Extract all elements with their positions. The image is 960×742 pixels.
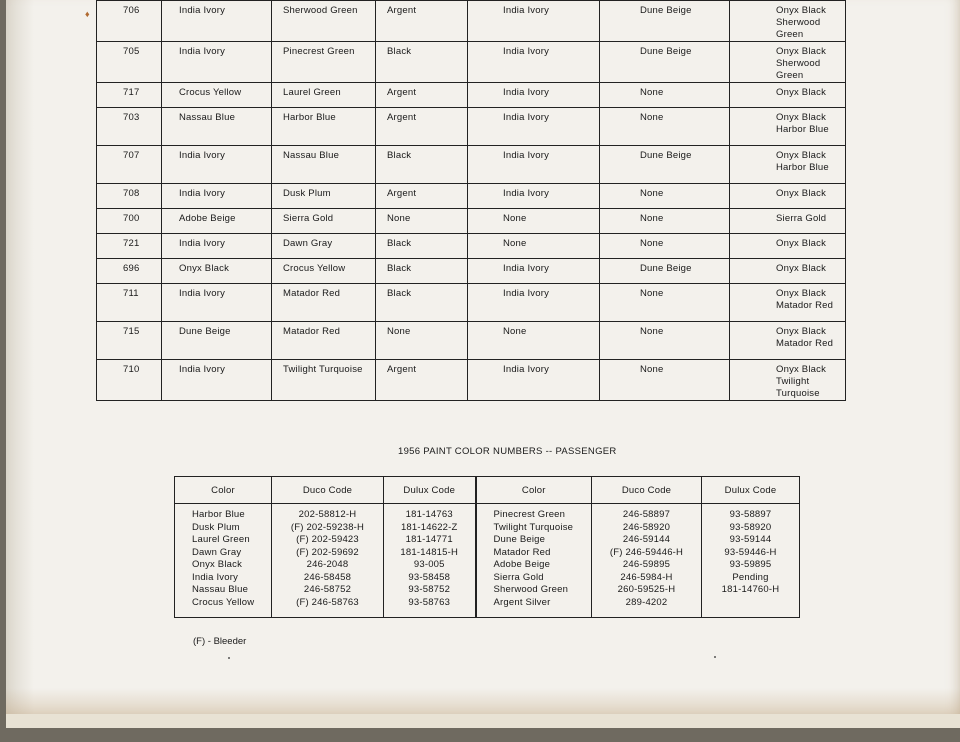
duco-code: 246-58752	[303, 584, 352, 595]
color-combination-table	[96, 0, 846, 401]
table-cell: None	[600, 184, 730, 209]
color-name: Dusk Plum	[192, 521, 240, 533]
table-cell	[730, 184, 846, 209]
duco-code: (F) 246-59446-H	[609, 546, 684, 558]
header-dulux-left: Dulux Code	[384, 477, 476, 504]
table-cell	[730, 234, 846, 259]
table-cell: Black	[376, 42, 468, 83]
table-cell: Argent	[376, 108, 468, 146]
table-row	[97, 322, 846, 360]
table-cell	[730, 83, 846, 108]
table-cell: India Ivory	[162, 234, 272, 259]
cell-line: Sherwood Green	[776, 17, 821, 40]
table-cell: Sherwood Green	[272, 1, 376, 42]
speck	[228, 657, 230, 659]
paint-color-numbers-table	[174, 476, 800, 618]
table-cell: 710	[97, 360, 162, 401]
cell-line: Onyx Black	[776, 326, 827, 337]
table-cell: Harbor Blue	[272, 108, 376, 146]
dulux-code: 93-59144	[729, 534, 772, 545]
dulux-code: 93-58763	[408, 596, 451, 608]
table-cell: India Ivory	[162, 284, 272, 322]
table-cell: India Ivory	[468, 360, 600, 401]
cell-line: Twilight Turquoise	[776, 376, 820, 399]
table-cell: None	[600, 234, 730, 259]
table-cell: 696	[97, 259, 162, 284]
table-cell: 717	[97, 83, 162, 108]
dulux-code: 181-14760-H	[721, 584, 780, 595]
table-cell: None	[600, 360, 730, 401]
color-name: Matador Red	[493, 546, 551, 558]
color-name: Harbor Blue	[192, 509, 245, 520]
cell-line: Onyx Black	[776, 364, 827, 375]
page-bottom-edge	[6, 714, 960, 728]
table-cell: Twilight Turquoise	[272, 360, 376, 401]
table-cell	[730, 259, 846, 284]
table-row	[97, 209, 846, 234]
dulux-code: 93-58752	[408, 584, 451, 595]
table-cell: Dune Beige	[162, 322, 272, 360]
color-name: Pinecrest Green	[493, 509, 566, 520]
table-cell	[730, 284, 846, 322]
table-cell: Matador Red	[272, 284, 376, 322]
cell-line: Harbor Blue	[776, 162, 829, 173]
table-cell: Argent	[376, 184, 468, 209]
dulux-code: 93-58458	[408, 571, 451, 583]
table-cell	[730, 1, 846, 42]
table-row	[97, 259, 846, 284]
cell-line: Onyx Black	[776, 46, 827, 57]
duco-code: 246-58897	[622, 509, 671, 520]
color-name: Crocus Yellow	[192, 596, 255, 608]
table-cell: 703	[97, 108, 162, 146]
duco-code: 246-5984-H	[620, 571, 673, 583]
table-cell: India Ivory	[162, 1, 272, 42]
cell-line: Sherwood Green	[776, 58, 821, 81]
color-name: Laurel Green	[192, 534, 250, 545]
dulux-code: 93-58897	[729, 509, 772, 520]
table-cell	[730, 209, 846, 234]
duco-code: 246-58920	[622, 521, 671, 533]
table-cell: 715	[97, 322, 162, 360]
table-row	[97, 83, 846, 108]
color-name: Sierra Gold	[493, 571, 544, 583]
right-dulux-column	[702, 504, 800, 618]
cell-line: Onyx Black	[776, 87, 827, 98]
table-row	[97, 284, 846, 322]
table-cell: None	[376, 209, 468, 234]
dulux-code: 181-14763	[405, 509, 453, 520]
table-cell	[730, 42, 846, 83]
paint-section-title: 1956 PAINT COLOR NUMBERS -- PASSENGER	[398, 446, 617, 457]
table-cell: Dune Beige	[600, 146, 730, 184]
table-cell: Matador Red	[272, 322, 376, 360]
duco-code: 246-59144	[622, 534, 671, 545]
header-color-right: Color	[476, 477, 592, 504]
duco-code: (F) 246-58763	[296, 596, 359, 608]
color-name: Dune Beige	[493, 534, 546, 545]
dulux-code: 181-14622-Z	[400, 521, 458, 533]
table-cell: Crocus Yellow	[272, 259, 376, 284]
right-color-column	[476, 504, 592, 618]
table-cell: 705	[97, 42, 162, 83]
header-dulux-right: Dulux Code	[702, 477, 800, 504]
table-row	[97, 234, 846, 259]
left-dulux-column	[384, 504, 476, 618]
dulux-code: Pending	[732, 571, 769, 583]
table-cell: 700	[97, 209, 162, 234]
table-cell: None	[600, 322, 730, 360]
table-cell: India Ivory	[162, 184, 272, 209]
color-name: Nassau Blue	[192, 584, 249, 595]
duco-code: 246-58458	[303, 571, 352, 583]
table-cell: Dusk Plum	[272, 184, 376, 209]
cell-line: Matador Red	[776, 300, 834, 311]
cell-line: Matador Red	[776, 338, 834, 349]
color-name: Adobe Beige	[493, 559, 551, 570]
table-cell: India Ivory	[468, 1, 600, 42]
duco-code: 246-59895	[622, 559, 671, 570]
table-cell: None	[600, 108, 730, 146]
duco-code: 246-2048	[306, 559, 349, 570]
table-cell: None	[600, 83, 730, 108]
table-cell: India Ivory	[468, 146, 600, 184]
table-cell: 706	[97, 1, 162, 42]
table-cell: India Ivory	[468, 284, 600, 322]
table-cell: Laurel Green	[272, 83, 376, 108]
cell-line: Onyx Black	[776, 263, 827, 274]
right-duco-column	[592, 504, 702, 618]
table-cell: Crocus Yellow	[162, 83, 272, 108]
bleeder-footnote: (F) - Bleeder	[193, 636, 247, 647]
color-name: Twilight Turquoise	[493, 521, 574, 533]
duco-code: (F) 202-59692	[296, 546, 359, 558]
table-cell: None	[376, 322, 468, 360]
table-cell: India Ivory	[162, 42, 272, 83]
cell-line: Onyx Black	[776, 112, 827, 123]
cell-line: Onyx Black	[776, 5, 827, 16]
cell-line: Harbor Blue	[776, 124, 829, 135]
table-cell: Dune Beige	[600, 259, 730, 284]
table-row	[97, 108, 846, 146]
table-row	[97, 184, 846, 209]
table-row	[97, 42, 846, 83]
color-name: Argent Silver	[493, 596, 551, 608]
table-cell	[730, 322, 846, 360]
cell-line: Onyx Black	[776, 238, 827, 249]
cell-line: Onyx Black	[776, 188, 827, 199]
table-cell: Argent	[376, 360, 468, 401]
left-duco-column	[272, 504, 384, 618]
table-cell	[730, 360, 846, 401]
document-page	[6, 0, 960, 728]
table-cell: Onyx Black	[162, 259, 272, 284]
duco-code: 260-59525-H	[617, 584, 676, 595]
dulux-code: 93-59895	[729, 559, 772, 570]
table-cell: Nassau Blue	[162, 108, 272, 146]
table-cell: Black	[376, 284, 468, 322]
table-row	[97, 146, 846, 184]
table-cell: Argent	[376, 1, 468, 42]
table-row	[97, 360, 846, 401]
cell-line: Sierra Gold	[776, 213, 827, 224]
color-name: Onyx Black	[192, 559, 243, 570]
page-stain-left	[6, 0, 34, 728]
dulux-code: 93-59446-H	[724, 546, 777, 558]
table-cell: 707	[97, 146, 162, 184]
header-duco-left: Duco Code	[272, 477, 384, 504]
dulux-code: 181-14771	[405, 534, 453, 545]
table-cell: India Ivory	[468, 83, 600, 108]
table-cell: Black	[376, 146, 468, 184]
table-cell: Pinecrest Green	[272, 42, 376, 83]
duco-code: (F) 202-59238-H	[290, 521, 365, 533]
margin-mark: ♦	[85, 9, 90, 19]
dulux-code: 93-005	[413, 559, 445, 570]
table-cell: 708	[97, 184, 162, 209]
duco-code: 289-4202	[625, 596, 668, 608]
table-cell: India Ivory	[468, 42, 600, 83]
speck	[714, 656, 716, 658]
table-cell: Adobe Beige	[162, 209, 272, 234]
cell-line: Onyx Black	[776, 288, 827, 299]
color-name: India Ivory	[192, 571, 239, 583]
table-cell: None	[468, 322, 600, 360]
header-color-left: Color	[175, 477, 272, 504]
duco-code: (F) 202-59423	[296, 534, 359, 545]
table-cell: Dawn Gray	[272, 234, 376, 259]
table-cell: None	[468, 234, 600, 259]
table-cell: India Ivory	[468, 108, 600, 146]
duco-code: 202-58812-H	[298, 509, 357, 520]
dulux-code: 93-58920	[729, 521, 772, 533]
table-row	[97, 1, 846, 42]
table-cell: Dune Beige	[600, 42, 730, 83]
table-cell	[730, 146, 846, 184]
table-cell: Sierra Gold	[272, 209, 376, 234]
table-cell: 711	[97, 284, 162, 322]
color-name: Sherwood Green	[493, 584, 569, 595]
color-name: Dawn Gray	[192, 546, 242, 558]
table-cell: Dune Beige	[600, 1, 730, 42]
left-color-column	[175, 504, 272, 618]
table-cell: Black	[376, 234, 468, 259]
table-cell: None	[600, 209, 730, 234]
table-cell: India Ivory	[468, 184, 600, 209]
cell-line: Onyx Black	[776, 150, 827, 161]
dulux-code: 181-14815-H	[400, 546, 459, 558]
dulux-code	[702, 597, 799, 610]
table-cell: Black	[376, 259, 468, 284]
table-cell: India Ivory	[162, 146, 272, 184]
table-cell	[730, 108, 846, 146]
header-duco-right: Duco Code	[592, 477, 702, 504]
table-cell: India Ivory	[468, 259, 600, 284]
table-cell: None	[600, 284, 730, 322]
table-cell: India Ivory	[162, 360, 272, 401]
table-cell: Argent	[376, 83, 468, 108]
table-cell: Nassau Blue	[272, 146, 376, 184]
paint-codes-row	[175, 504, 800, 618]
table-cell: 721	[97, 234, 162, 259]
table-cell: None	[468, 209, 600, 234]
